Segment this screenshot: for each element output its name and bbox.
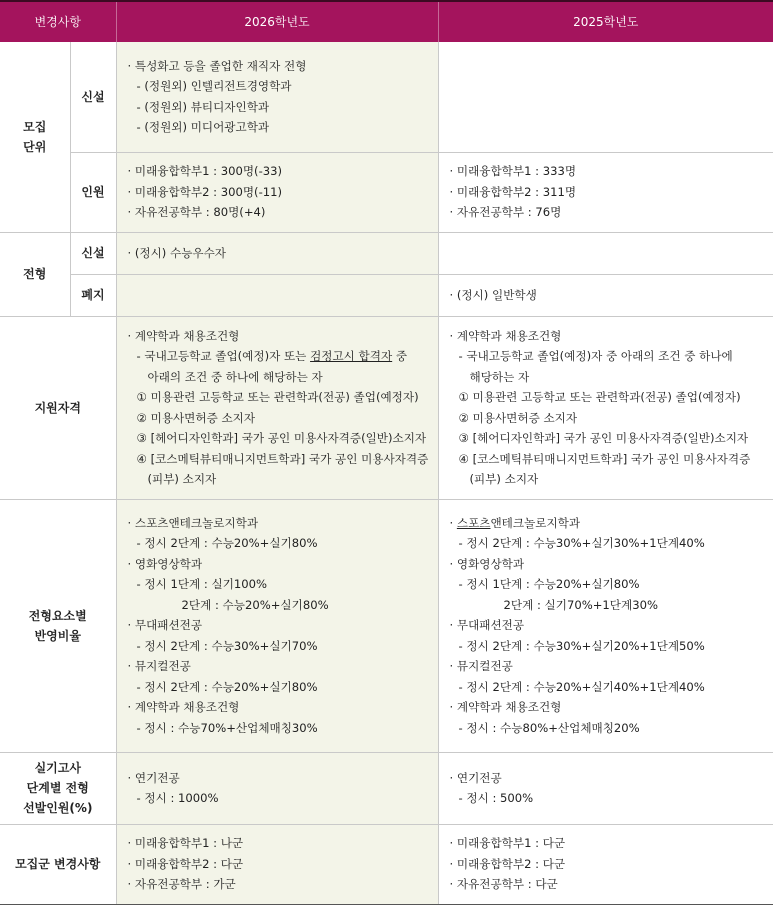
cell-2026-recruit-new: · 특성화고 등을 졸업한 재직자 전형 - (정원외) 인텔리전트경영학과 - (정원외) 뷰티디자인학과 - (정원외) 미디어광고학과 [116, 42, 438, 152]
category-admission-type: 전형 [0, 232, 70, 316]
cell-2026-qualification: · 계약학과 채용조건형 - 국내고등학교 졸업(예정)자 또는 검정고시 합격자 중 아래의 조건 중 하나에 해당하는 자 ① 미용관련 고등학교 또는 관련학과(전공) 졸업(예정자) ② 미용사면허증 소지자 ③ [헤어디자인학과] 국가 공인 미용사자격증(일반)소지자 ④ [코스메틱뷰티매니지먼트학과] 국가 공인 미용사자격증 (피부) 소지자 [116, 316, 438, 499]
cell-2026-admission-new: · (정시) 수능우수자 [116, 232, 438, 274]
category-group-change: 모집군 변경사항 [0, 824, 116, 904]
subcategory-admission-new: 신설 [70, 232, 116, 274]
cell-2025-quota: · 미래융합학부1 : 333명 · 미래융합학부2 : 311명 · 자유전공학부 : 76명 [438, 152, 773, 232]
cell-2026-ratio: · 스포츠앤테크놀로지학과 - 정시 2단계 : 수능20%+실기80% · 영화영상학과 - 정시 1단계 : 실기100% 2단계 : 수능20%+실기80% · 무대패션전공 - 정시 2단계 : 수능30%+실기70% · 뮤지컬전공 - 정시 2단계 : 수능20%+실기80% · 계약학과 채용조건형 - 정시 : 수능70%+산업체매칭30% [116, 499, 438, 752]
row-qualification [0, 316, 773, 499]
cell-2026-quota: · 미래융합학부1 : 300명(-33) · 미래융합학부2 : 300명(-11) · 자유전공학부 : 80명(+4) [116, 152, 438, 232]
cell-2025-recruit-new [438, 42, 773, 152]
cell-2025-qualification: · 계약학과 채용조건형 - 국내고등학교 졸업(예정)자 중 아래의 조건 중 하나에 해당하는 자 ① 미용관련 고등학교 또는 관련학과(전공) 졸업(예정자) ② 미용사면허증 소지자 ③ [헤어디자인학과] 국가 공인 미용사자격증(일반)소지자 ④ [코스메틱뷰티매니지먼트학과] 국가 공인 미용사자격증 (피부) 소지자 [438, 316, 773, 499]
row-ratio [0, 499, 773, 752]
row-admission-type-new [0, 232, 773, 274]
category-practical-ratio: 실기고사 단계별 전형 선발인원(%) [0, 752, 116, 824]
cell-2025-admission-new [438, 232, 773, 274]
cell-2025-ratio: · 스포츠앤테크놀로지학과 - 정시 2단계 : 수능30%+실기30%+1단계40% · 영화영상학과 - 정시 1단계 : 수능20%+실기80% 2단계 : 실기70%+1단계30% · 무대패션전공 - 정시 2단계 : 수능30%+실기20%+1단계50% · 뮤지컬전공 - 정시 2단계 : 수능20%+실기40%+1단계40% · 계약학과 채용조건형 - 정시 : 수능80%+산업체매칭20% [438, 499, 773, 752]
header-row [0, 1, 773, 42]
row-recruit-unit-quota [0, 152, 773, 232]
subcategory-new: 신설 [70, 42, 116, 152]
category-recruit-unit: 모집 단위 [23, 119, 47, 154]
cell-2026-group-change: · 미래융합학부1 : 나군 · 미래융합학부2 : 다군 · 자유전공학부 : 가군 [116, 824, 438, 904]
header-2025: 2025학년도 [438, 1, 773, 42]
cell-2025-group-change: · 미래융합학부1 : 다군 · 미래융합학부2 : 다군 · 자유전공학부 : 다군 [438, 824, 773, 904]
row-recruit-unit-new [0, 42, 773, 152]
row-practical-ratio [0, 752, 773, 824]
subcategory-abolished: 폐지 [70, 274, 116, 316]
category-qualification: 지원자격 [0, 316, 116, 499]
header-category: 변경사항 [0, 1, 116, 42]
cell-2025-admission-abolished: · (정시) 일반학생 [438, 274, 773, 316]
header-2026: 2026학년도 [116, 1, 438, 42]
cell-2026-admission-abolished [116, 274, 438, 316]
subcategory-quota: 인원 [70, 152, 116, 232]
row-admission-type-abolished [0, 274, 773, 316]
row-group-change [0, 824, 773, 904]
cell-2025-practical-ratio: · 연기전공 - 정시 : 500% [438, 752, 773, 824]
cell-2026-practical-ratio: · 연기전공 - 정시 : 1000% [116, 752, 438, 824]
category-ratio: 전형요소별 반영비율 [0, 499, 116, 752]
